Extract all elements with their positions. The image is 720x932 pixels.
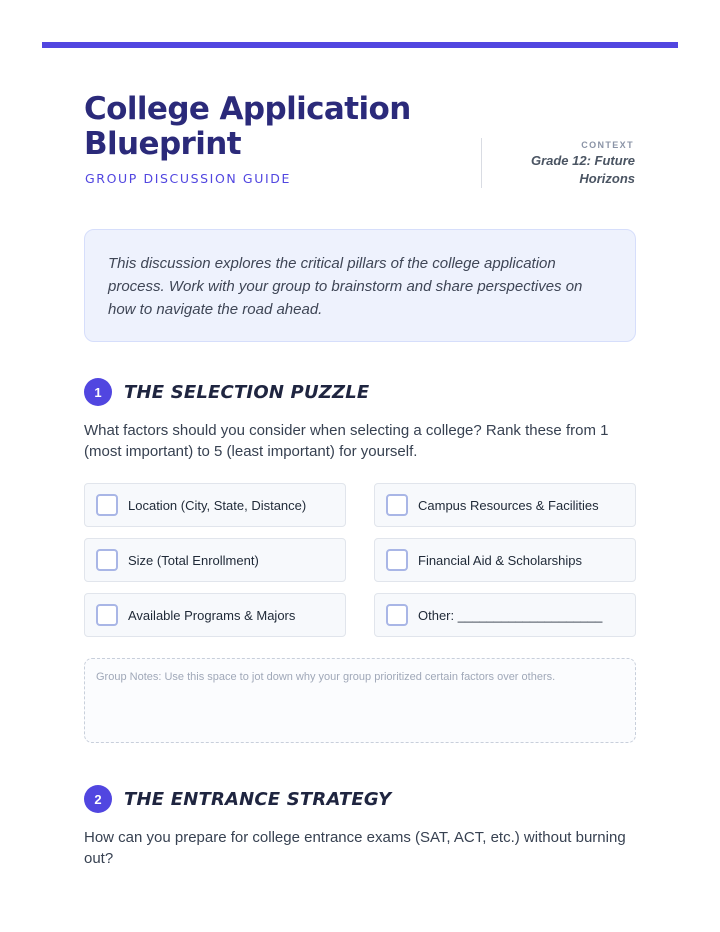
option-other[interactable] (374, 593, 636, 637)
option-label: Campus Resources & Facilities (418, 497, 599, 513)
section-2-header (84, 785, 391, 813)
option-label: Other: ____________________ (418, 607, 603, 623)
section-number-badge: 2 (84, 785, 112, 813)
section-1-header (84, 378, 369, 406)
page-subtitle: GROUP DISCUSSION GUIDE (85, 171, 291, 186)
checkbox[interactable] (96, 604, 118, 626)
checkbox[interactable] (386, 549, 408, 571)
section-title: THE SELECTION PUZZLE (124, 381, 370, 403)
context-value: Grade 12: Future Horizons (530, 153, 635, 186)
section-title: THE ENTRANCE STRATEGY (124, 788, 392, 810)
option-size[interactable] (84, 538, 346, 582)
option-location[interactable] (84, 483, 346, 527)
page-title: College Application Blueprint (84, 91, 411, 162)
section-2-question: How can you prepare for college entrance exams (SAT, ACT, etc.) without burning out? (84, 829, 626, 867)
checkbox[interactable] (386, 604, 408, 626)
section-number-badge: 1 (84, 378, 112, 406)
top-accent-bar (42, 42, 678, 48)
option-campus-resources[interactable] (374, 483, 636, 527)
option-label: Financial Aid & Scholarships (418, 552, 583, 568)
checkbox[interactable] (96, 494, 118, 516)
intro-callout (84, 229, 636, 342)
section-1-question: What factors should you consider when selecting a college? Rank these from 1 (most important) to 5 (least important) for yourself. (84, 422, 609, 460)
notes-placeholder: Group Notes: Use this space to jot down why your group prioritized certain factors over others. (96, 671, 556, 683)
context-divider (481, 138, 482, 188)
checkbox[interactable] (96, 549, 118, 571)
option-label: Size (Total Enrollment) (128, 552, 259, 568)
group-notes-area[interactable] (84, 658, 636, 743)
option-label: Available Programs & Majors (128, 607, 296, 623)
option-financial-aid[interactable] (374, 538, 636, 582)
option-label: Location (City, State, Distance) (128, 497, 307, 513)
option-programs[interactable] (84, 593, 346, 637)
context-label: CONTEXT (581, 140, 634, 150)
intro-text: This discussion explores the critical pillars of the college application process. Work with your group to brainstorm and share perspectives on how to navigate the road ahead. (108, 255, 583, 318)
checkbox[interactable] (386, 494, 408, 516)
